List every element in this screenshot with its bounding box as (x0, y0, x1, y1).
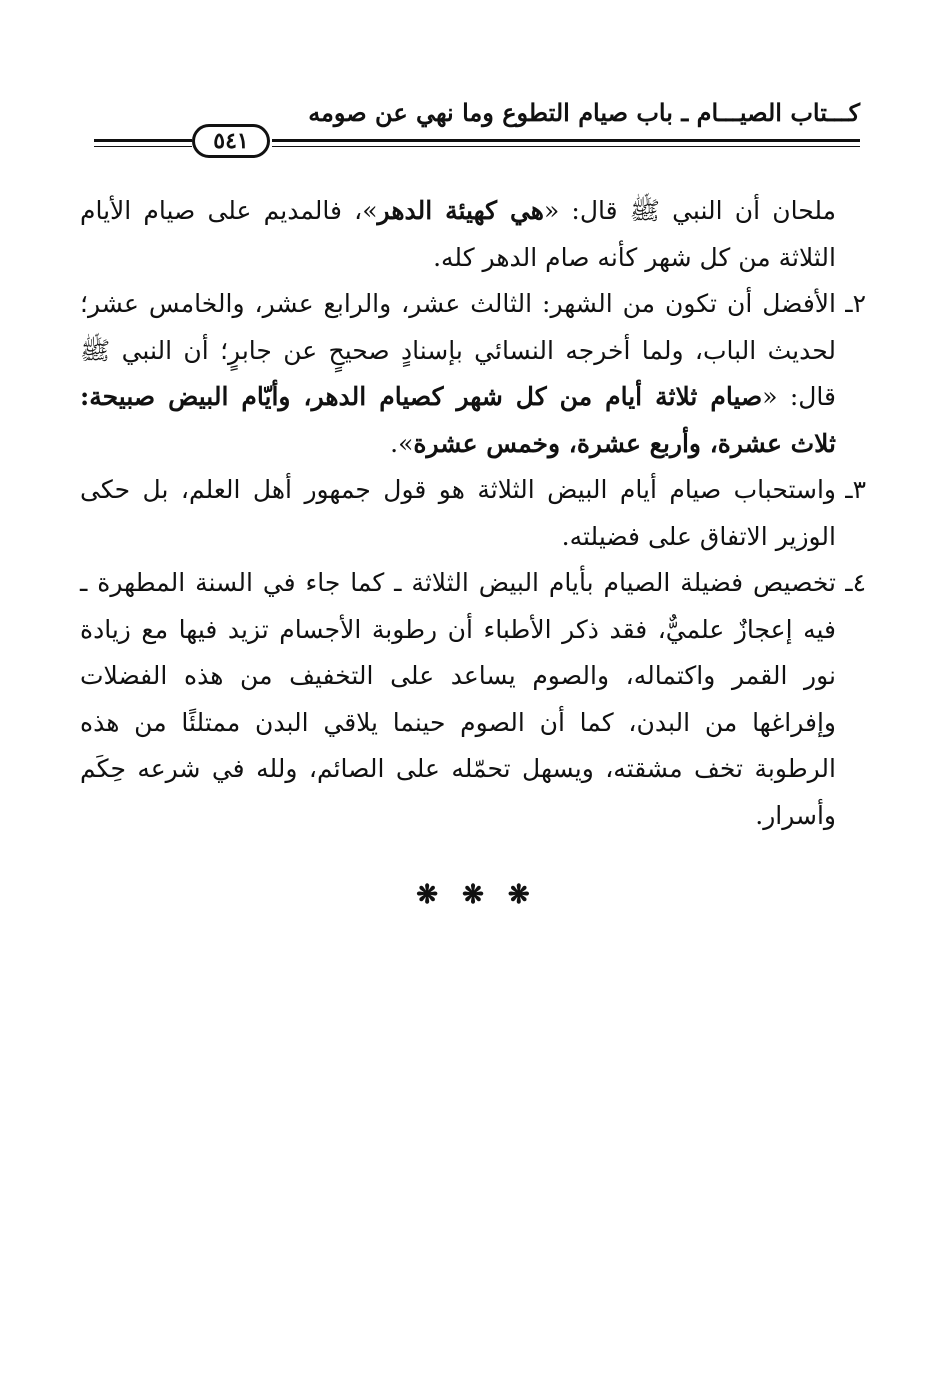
main-text (80, 188, 866, 839)
list-item (80, 281, 866, 467)
list-item-number: ٣ـ (845, 475, 866, 504)
list-item-text-2: ». (390, 428, 414, 458)
asterisk-icon: ❋ (462, 880, 484, 910)
page-number-badge: ٥٤١ (192, 124, 270, 158)
header-rule-left-thick (94, 139, 192, 142)
list-item-text-1: واستحباب صيام أيام البيض الثلاثة هو قول جمهور أهل العلم، بل حكى الوزير الاتفاق على فضيلته. (80, 475, 836, 551)
asterisk-icon: ❋ (416, 880, 439, 910)
asterisk-icon: ❋ (507, 880, 530, 910)
list-item-text-1: الأفضل أن تكون من الشهر: الثالث عشر، والرابع عشر، والخامس عشر؛ لحديث الباب، ولما أخرجه النسائي بإسنادٍ صحيحٍ عن جابرٍ؛ أن النبي ﷺ قال: « (80, 289, 836, 411)
list-item-text-1: تخصيص فضيلة الصيام بأيام البيض الثلاثة ـ كما جاء في السنة المطهرة ـ فيه إعجازٌ علميٌّ، فقد ذكر الأطباء أن رطوبة الأجسام تزيد فيها مع زيادة نور القمر واكتماله، والصوم يساعد على التخفيف من هذه الفضلات وإفراغها من البدن، كما أن الصوم حينما يلاقي البدن ممتلئًا من هذه الرطوبة تخف مشقته، ويسهل تحمّله على الصائم، ولله في شرعه حِكَم وأسرار. (80, 568, 836, 830)
list-item (80, 467, 866, 560)
header-rule-left-thin (94, 146, 192, 147)
intro-quote-bold: هي كهيئة الدهر (377, 196, 544, 225)
header-rule-right-thick (272, 139, 860, 142)
intro-text-1: ملحان أن النبي ﷺ قال: « (543, 196, 836, 225)
intro-text-2: »، فالمديم على صيام الأيام الثلاثة من كل شهر كأنه صام الدهر كله. (80, 196, 836, 272)
section-separator (373, 880, 573, 910)
list-item-quote-bold: صيام ثلاثة أيام من كل شهر كصيام الدهر، وأيّام البيض صبيحة: ثلاث عشرة، وأربع عشرة، وخمس عشرة (80, 382, 836, 458)
list-item-number: ٢ـ (845, 289, 866, 318)
header-rule-right-thin (272, 146, 860, 147)
list-item (80, 560, 866, 839)
intro-paragraph (80, 188, 866, 281)
running-header-title: كـــتاب الصيـــام ـ باب صيام التطوع وما نهي عن صومه (308, 98, 860, 127)
list-item-number: ٤ـ (845, 568, 866, 597)
